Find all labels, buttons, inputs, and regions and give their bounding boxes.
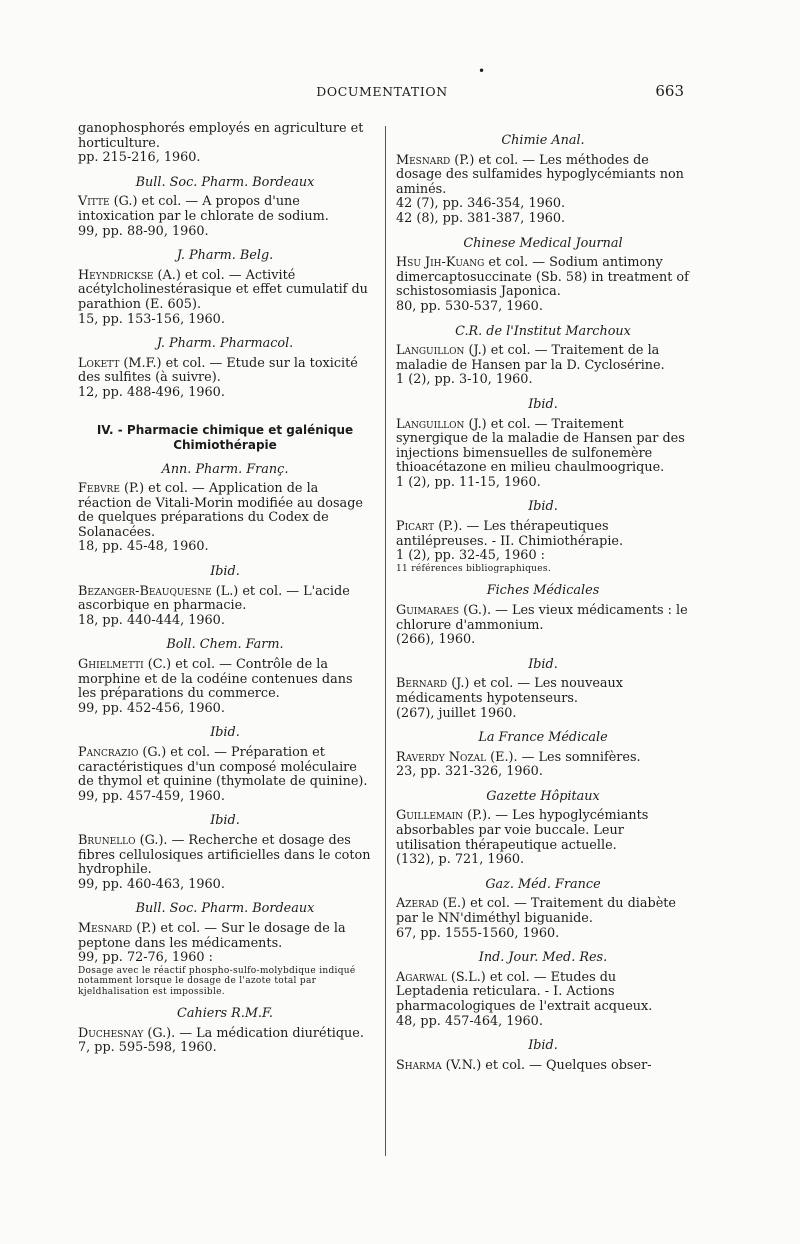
entry-author: Mesnard (78, 920, 133, 936)
column-divider (385, 126, 386, 1156)
journal-title: Ind. Jour. Med. Res. (478, 950, 608, 966)
entry-author: Agarwal (396, 969, 447, 985)
entry-author: Picart (396, 519, 435, 535)
entry-text: ganophosphorés employés en agriculture et horticulture. (78, 121, 364, 151)
bibliography-entry (396, 604, 690, 648)
entry-note: Dosage avec le réactif phospho-sulfo-molybdique indiqué notamment lorsque le dosage de l'azote total par kjeldhalisation est impossible. (78, 965, 356, 997)
journal-title: Fiches Médicales (486, 583, 600, 599)
journal-title: Chinese Medical Journal (463, 235, 623, 251)
bibliography-entry (396, 971, 690, 1029)
bibliography-entry (396, 677, 690, 721)
entry-reference: 7, pp. 595-598, 1960. (78, 1040, 217, 1056)
entry-title: (G.). — La médication diurétique. (143, 1025, 364, 1041)
left-column (78, 122, 372, 1058)
entry-title: (G.) et col. — Préparation et caractéristiques d'un composé moléculaire de thymol et quinine (thymolate de quinine). (78, 745, 368, 790)
entry-author: Azerad (396, 896, 439, 912)
entry-text (78, 482, 372, 540)
entry-author: Mesnard (396, 152, 451, 168)
entry-text (78, 658, 372, 702)
journal-title: Bull. Soc. Pharm. Bordeaux (135, 174, 315, 190)
entry-reference: 23, pp. 321-326, 1960. (396, 764, 543, 780)
entry-reference: 67, pp. 1555-1560, 1960. (396, 925, 560, 941)
entry-title: (G.). — Recherche et dosage des fibres cellulosiques artificielles dans le coton hydrophile. (78, 832, 371, 878)
bibliography-entry (396, 520, 690, 574)
entry-reference: 1 (2), pp. 3-10, 1960. (396, 372, 533, 388)
entry-author: Raverdy Nozal (396, 749, 487, 765)
entry-reference: 1 (2), pp. 11-15, 1960. (396, 474, 541, 490)
entry-text (396, 897, 690, 926)
entry-reference: 99, pp. 72-76, 1960 : (78, 950, 213, 966)
journal-title: Gazette Hôpitaux (486, 788, 600, 804)
entry-title: (G.). — Les vieux médicaments : le chlorure d'ammonium. (396, 602, 688, 633)
entry-author: Ghielmetti (78, 657, 144, 673)
journal-title: Ibid. (528, 1038, 558, 1054)
journal-title: Ibid. (528, 499, 558, 515)
entry-text (78, 922, 372, 951)
right-column (396, 124, 690, 1075)
bibliography-entry (78, 269, 372, 327)
journal-title: Ibid. (210, 725, 240, 741)
entry-text (396, 1059, 690, 1074)
entry-text (396, 418, 690, 476)
entry-text (396, 751, 690, 766)
entry-text (78, 585, 372, 614)
bibliography-entry (396, 418, 690, 491)
page-number: 663 (655, 82, 684, 100)
bibliography-entry (396, 751, 690, 780)
entry-author: Hsu Jih-Kuang (396, 255, 485, 271)
entry-author: Heyndrickse (78, 267, 154, 283)
entry-author: Pancrazio (78, 745, 139, 760)
entry-title: (E.). — Les somnifères. (486, 749, 641, 765)
entry-reference: 15, pp. 153-156, 1960. (78, 311, 225, 327)
journal-title: C.R. de l'Institut Marchoux (455, 323, 631, 339)
journal-title: La France Médicale (478, 730, 608, 746)
journal-title: Ann. Pharm. Franç. (161, 461, 289, 477)
bibliography-entry (396, 344, 690, 388)
entry-text (396, 971, 690, 1015)
entry-reference: 99, pp. 457-459, 1960. (78, 788, 225, 804)
journal-title: J. Pharm. Belg. (176, 248, 274, 264)
entry-reference: 42 (8), pp. 381-387, 1960. (396, 210, 566, 226)
bibliography-entry (78, 357, 372, 401)
bibliography-entry (78, 834, 372, 892)
entry-title: (P.) et col. — Sur le dosage de la peptone dans les médicaments. (78, 920, 346, 951)
journal-title: Bull. Soc. Pharm. Bordeaux (135, 901, 315, 917)
entry-reference: (266), 1960. (396, 632, 476, 648)
entry-title: (J.) et col. — Les nouveaux médicaments hypotenseurs. (396, 676, 623, 706)
entry-reference: 1 (2), pp. 32-45, 1960 : (396, 548, 545, 564)
section-heading: IV. - Pharmacie chimique et galénique Chimiothérapie (96, 422, 354, 452)
entry-text (396, 520, 690, 549)
entry-title: (G.) et col. — A propos d'une intoxication par le chlorate de sodium. (78, 194, 329, 224)
header-dot: • (478, 64, 486, 78)
entry-title: (P.). — Les hypoglycémiants absorbables par voie buccale. Leur utilisation thérapeutique actuelle. (396, 808, 649, 853)
entry-reference: (132), p. 721, 1960. (396, 852, 525, 868)
entry-reference: 48, pp. 457-464, 1960. (396, 1013, 543, 1029)
entry-author: Languillon (396, 416, 465, 432)
entry-reference: (267), juillet 1960. (396, 705, 517, 721)
bibliography-entry (396, 1059, 690, 1074)
entry-reference: 18, pp. 440-444, 1960. (78, 612, 225, 628)
entry-title: (M.F.) et col. — Etude sur la toxicité des sulfites (à suivre). (78, 355, 358, 386)
entry-reference: 80, pp. 530-537, 1960. (396, 298, 543, 314)
bibliography-entry (78, 922, 372, 997)
entry-text (78, 746, 372, 790)
bibliography-entry (78, 746, 372, 804)
bibliography-entry (396, 256, 690, 314)
entry-author: Lokett (78, 355, 120, 371)
entry-title: (P.) et col. — Les méthodes de dosage des sulfamides hypoglycémiants non aminés. (396, 152, 684, 197)
entry-author: Brunello (78, 832, 136, 848)
bibliography-entry (78, 585, 372, 629)
journal-title: J. Pharm. Pharmacol. (156, 336, 294, 352)
journal-title: Boll. Chem. Farm. (166, 637, 284, 653)
bibliography-entry (78, 1027, 372, 1056)
entry-reference: 99, pp. 452-456, 1960. (78, 700, 225, 716)
entry-title: (J.) et col. — Traitement synergique de la maladie de Hansen par des injections bimensuelles de sulfonemère thioacétazone en milieu chaulmoogrique. (396, 416, 685, 476)
bibliography-entry (78, 658, 372, 716)
entry-reference: 99, pp. 460-463, 1960. (78, 876, 225, 892)
entry-title: (S.L.) et col. — Etudes du Leptadenia reticulara. - I. Actions pharmacologiques de l'extrait acqueux. (396, 969, 653, 1014)
journal-title: Gaz. Méd. France (485, 876, 601, 892)
bibliography-entry (396, 809, 690, 867)
entry-text (396, 677, 690, 706)
page-header-title: DOCUMENTATION (316, 84, 448, 99)
entry-reference: 99, pp. 88-90, 1960. (78, 223, 209, 239)
entry-text (78, 834, 372, 878)
entry-author: Febvre (78, 481, 120, 497)
entry-title: (P.). — Les thérapeutiques antilépreuses. - II. Chimiothérapie. (396, 519, 624, 549)
entry-author: Vitte (78, 194, 110, 210)
entry-author: Bernard (396, 676, 448, 692)
entry-author: Guillemain (396, 808, 464, 824)
entry-author: Sharma (396, 1057, 442, 1073)
entry-reference: 42 (7), pp. 346-354, 1960. (396, 196, 566, 212)
entry-text (396, 256, 690, 300)
entry-text (396, 154, 690, 198)
entry-text (396, 344, 690, 373)
journal-title: Chimie Anal. (501, 133, 585, 148)
entry-note: 11 références bibliographiques. (396, 563, 551, 574)
entry-title: (A.) et col. — Activité acétylcholinestérasique et effet cumulatif du parathion (E. 605). (78, 267, 368, 312)
bibliography-entry (78, 195, 372, 239)
entry-text (78, 357, 372, 386)
entry-author: Guimaraes (396, 602, 460, 618)
entry-text (396, 604, 690, 633)
entry-author: Bezanger-Beauquesne (78, 583, 212, 599)
entry-reference: 12, pp. 488-496, 1960. (78, 384, 225, 400)
entry-author: Languillon (396, 343, 465, 359)
entry-title: (C.) et col. — Contrôle de la morphine et de la codéine contenues dans les préparations du commerce. (78, 657, 353, 702)
entry-text (396, 809, 690, 853)
entry-title: (L.) et col. — L'acide ascorbique en pharmacie. (78, 583, 350, 614)
entry-author: Duchesnay (78, 1025, 144, 1041)
entry-title: (P.) et col. — Application de la réaction de Vitali-Morin modifiée au dosage de quelques préparations du Codex de Solanacées. (78, 481, 363, 540)
entry-title: (E.) et col. — Traitement du diabète par le NN'diméthyl biguanide. (396, 896, 676, 927)
journal-title: Ibid. (528, 656, 558, 672)
bibliography-entry (78, 482, 372, 555)
entry-text (78, 195, 372, 224)
journal-title: Ibid. (210, 564, 240, 580)
journal-title: Ibid. (528, 396, 558, 412)
entry-title: et col. — Sodium antimony dimercaptosuccinate (Sb. 58) in treatment of schistosomiasis Japonica. (396, 255, 689, 300)
entry-title: (J.) et col. — Traitement de la maladie de Hansen par la D. Cyclosérine. (396, 343, 665, 373)
journal-title: Ibid. (210, 813, 240, 829)
bibliography-entry (396, 154, 690, 227)
journal-title: Cahiers R.M.F. (177, 1006, 273, 1022)
entry-title: (V.N.) et col. — Quelques obser- (441, 1057, 652, 1073)
entry-text (78, 1027, 372, 1042)
entry-text (78, 269, 372, 313)
bibliography-entry (396, 897, 690, 941)
entry-reference: 18, pp. 45-48, 1960. (78, 539, 209, 555)
entry-reference: pp. 215-216, 1960. (78, 150, 201, 166)
